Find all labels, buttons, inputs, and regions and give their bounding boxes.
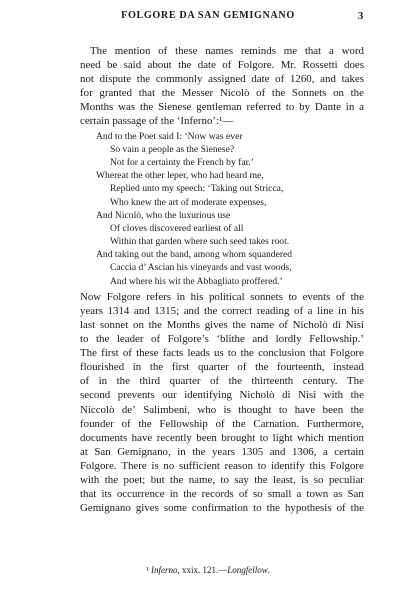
verse-line: So vain a people as the Sienese? xyxy=(110,143,235,155)
verse-line: And Nicolò, who the luxurious use xyxy=(96,209,231,221)
verse-line: Who knew the art of moderate expenses, xyxy=(110,196,267,208)
verse-line: Of cloves discovered earliest of all xyxy=(110,222,244,234)
body-text xyxy=(80,44,364,515)
verse-line: And taking out the band, among whom squandered xyxy=(96,249,293,261)
text-line: Months was the Sienese gentleman referred to by Dante in a xyxy=(80,101,364,114)
footnote-ref-title: Inferno xyxy=(150,565,178,575)
text-line: flourished in the first quarter of the fourteenth, instead xyxy=(80,361,364,374)
verse-line: Replied unto my speech: ‘Taking out Stricca, xyxy=(110,183,284,195)
text-line: The mention of these names reminds me that a word xyxy=(90,45,364,57)
paragraph-2 xyxy=(80,290,364,516)
verse-line: And to the Poet said I: ‘Now was ever xyxy=(96,130,243,142)
text-line: second prevents our identifying Nicholò di Nisi with the xyxy=(80,389,364,402)
text-line: Now Folgore refers in his political sonnets to events of the xyxy=(80,290,364,303)
text-line: to the leader of Folgore’s ‘blithe and lordly Fellowship.’ xyxy=(80,333,364,346)
footnote-author: Longfellow xyxy=(227,565,268,575)
running-title: FOLGORE DA SAN GEMIGNANO xyxy=(121,10,295,21)
text-line: not dispute the commonly assigned date of 1260, and takes xyxy=(80,73,364,86)
verse-line: Whereat the other leper, who had heard me, xyxy=(96,170,264,182)
verse-line: And where his wit the Abbagliato proffered.’ xyxy=(110,275,283,287)
running-head xyxy=(0,10,416,26)
text-line: that its occurrence in the records of so small a town as San xyxy=(80,488,364,501)
page-number: 3 xyxy=(357,10,364,22)
text-line: Folgore. There is no sufficient reason to identify this Folgore xyxy=(80,459,364,472)
verse-line: Not for a certainty the French by far.’ xyxy=(110,156,254,168)
text-line: with the poet; but the name, to say the least, is so peculiar xyxy=(80,474,364,487)
verse-line: Caccia d’ Ascian his vineyards and vast woods, xyxy=(110,262,292,274)
footnote-end: . xyxy=(267,565,270,575)
text-line: at San Gemignano, in the years 1305 and 1306, a certain xyxy=(80,445,364,458)
text-line: last sonnet on the Months gives the name of Nicholò di Nisi xyxy=(80,319,364,331)
footnote xyxy=(0,565,416,575)
footnote-marker: ¹ xyxy=(146,565,149,575)
text-line: for granted that the Messer Nicolò of the Sonnets on the xyxy=(80,87,364,100)
text-line: years 1314 and 1315; and the correct reading of a line in his xyxy=(80,304,364,317)
paragraph-1 xyxy=(80,44,364,129)
verse-quotation xyxy=(96,130,364,288)
text-line: Niccolò de’ Salimbeni, who is thought to have been the xyxy=(80,403,364,416)
text-line: of in the third quarter of the thirteenth century. The xyxy=(80,375,364,388)
text-line: founder of the Fellowship of the Carnation. Furthermore, xyxy=(80,417,364,430)
text-line: The first of these facts leads us to the conclusion that Folgore xyxy=(80,347,364,360)
verse-line: Within that garden where such seed takes root. xyxy=(110,236,290,248)
text-line: need be said about the date of Folgore. Mr. Rossetti does xyxy=(80,59,364,72)
text-line: certain passage of the ‘Inferno’:¹— xyxy=(80,115,234,128)
text-line: Gemignano gives some confirmation to the hypothesis of the xyxy=(80,502,364,515)
footnote-ref-rest: , xxix. 121.— xyxy=(177,565,228,575)
text-line: documents have recently been brought to light which mention xyxy=(80,431,364,444)
